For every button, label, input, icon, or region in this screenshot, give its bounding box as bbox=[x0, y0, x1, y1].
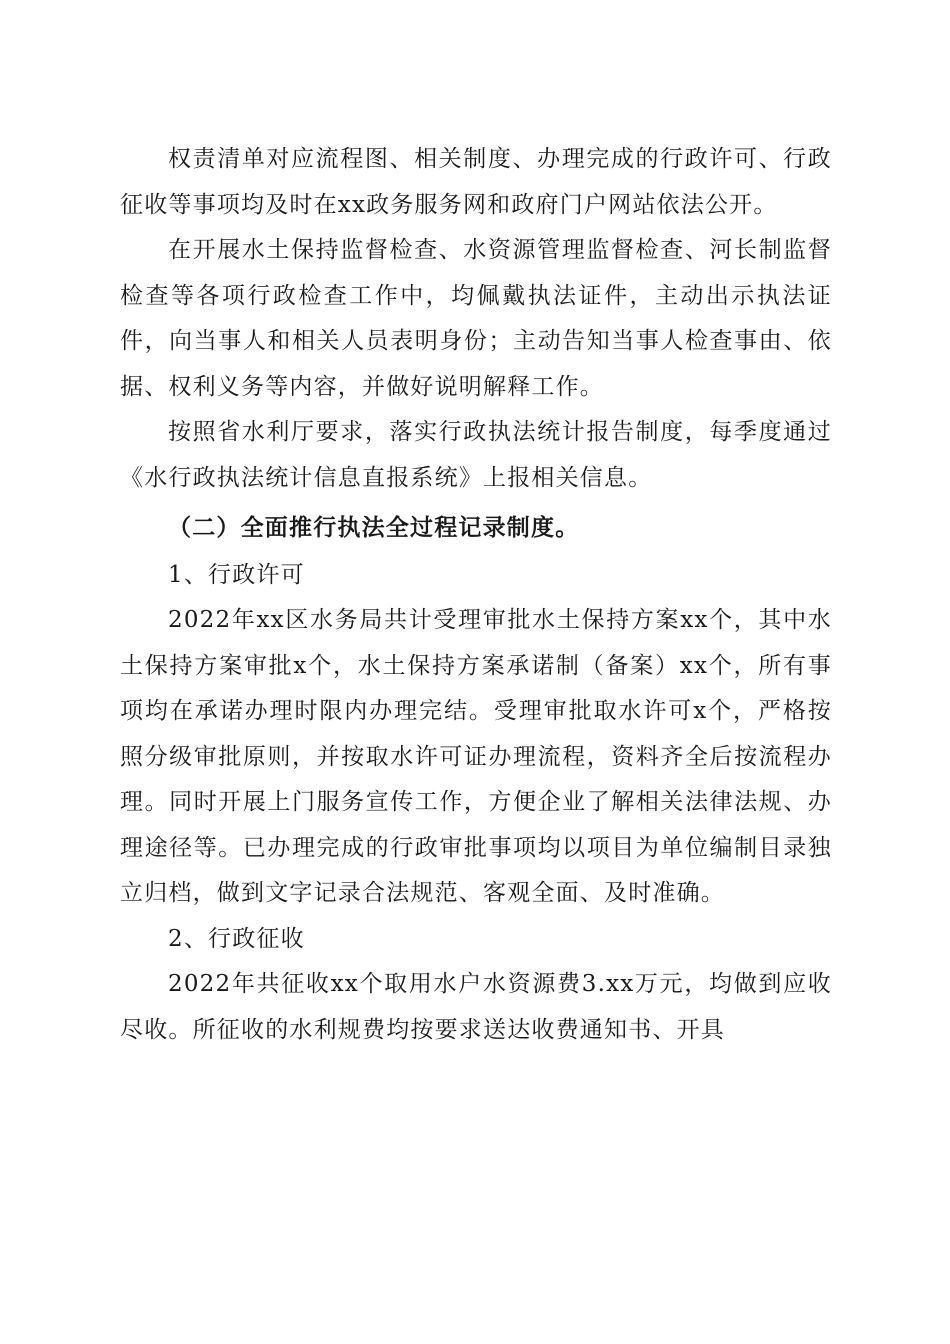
subheading-licensing: 1、行政许可 bbox=[168, 561, 305, 588]
paragraph-licensing: 2022年xx区水务局共计受理审批水土保持方案xx个，其中水土保持方案审批x个，水土保持方案承诺制（备案）xx个，所有事项均在承诺办理时限内办理完结。受理审批取水许可x个，严格按照分级审批原则，并按取水许可证办理流程，资料齐全后按流程办理。同时开展上门服务宣传工作，方便企业了解相关法律法规、办理途径等。已办理完成的行政审批事项均以项目为单位编制目录独立归档，做到文字记录合法规范、客观全面、及时准确。 bbox=[120, 607, 832, 906]
paragraph-statistics: 按照省水利厅要求，落实行政执法统计报告制度，每季度通过《水行政执法统计信息直报系统》上报相关信息。 bbox=[120, 419, 832, 491]
subheading-levy: 2、行政征收 bbox=[168, 925, 305, 952]
paragraph-inspection: 在开展水土保持监督检查、水资源管理监督检查、河长制监督检查等各项行政检查工作中，均佩戴执法证件，主动出示执法证件，向当事人和相关人员表明身份；主动告知当事人检查事由、依据、权利义务等内容，并做好说明解释工作。 bbox=[120, 237, 832, 400]
document-body bbox=[120, 137, 832, 1053]
paragraph-disclosure: 权责清单对应流程图、相关制度、办理完成的行政许可、行政征收等事项均及时在xx政务服务网和政府门户网站依法公开。 bbox=[120, 146, 832, 218]
paragraph-levy: 2022年共征收xx个取用水户水资源费3.xx万元，均做到应收尽收。所征收的水利规费均按要求送达收费通知书、开具 bbox=[120, 971, 832, 1043]
section-heading-2: （二）全面推行执法全过程记录制度。 bbox=[168, 514, 580, 541]
